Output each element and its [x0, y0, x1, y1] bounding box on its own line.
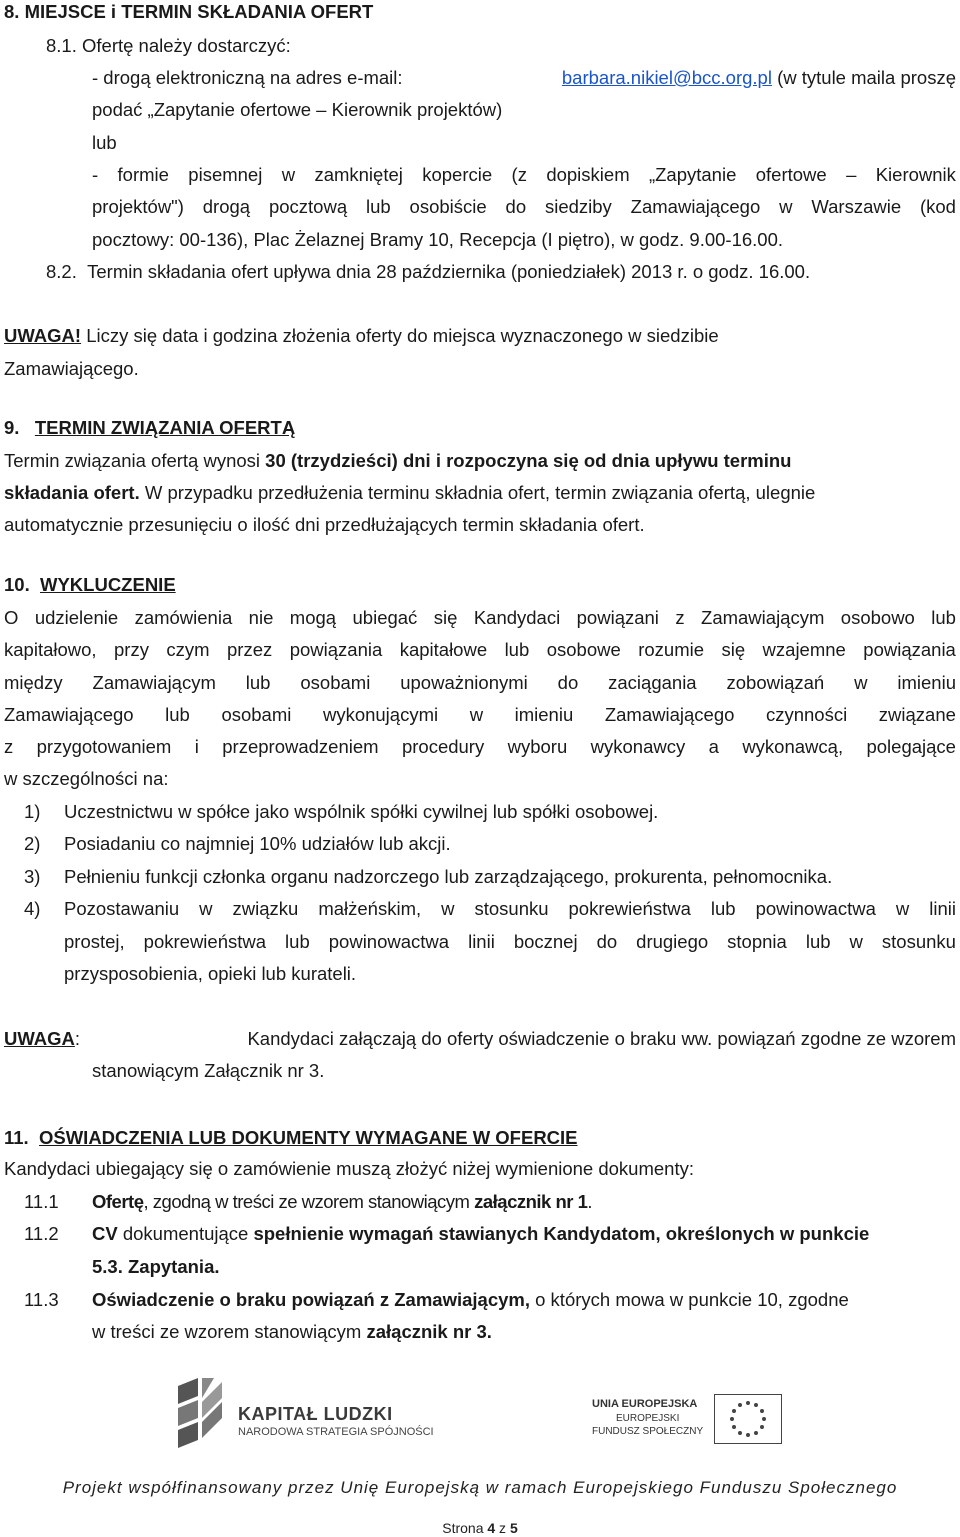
section-8-heading: 8. MIEJSCE i TERMIN SKŁADANIA OFERT [4, 1, 374, 22]
s11-2-text-l1: CV dokumentujące spełnienie wymagań stawianych Kandydatom, określonych w punkcie [92, 1223, 870, 1244]
s10-item-4: 4) [24, 898, 41, 919]
ue-title: UNIA EUROPEJSKA [592, 1398, 698, 1410]
s8-email-line2: podać „Zapytanie ofertowe – Kierownik projektów) [92, 99, 503, 120]
uwaga-2-line1: UWAGA: Kandydaci załączają do oferty oświadczenie o braku ww. powiązań zgodne ze wzorem [4, 1028, 956, 1049]
kapital-ludzki-logo [172, 1378, 432, 1448]
s8-2: 8.2. Termin składania ofert upływa dnia 28 października (poniedziałek) 2013 r. o godz. 16.00. [46, 261, 811, 282]
s11-3-text-l1: Oświadczenie o braku powiązań z Zamawiającym, o których mowa w punkcie 10, zgodne [92, 1289, 849, 1310]
eu-flag-icon [714, 1394, 782, 1444]
uwaga-1-line2: Zamawiającego. [4, 358, 139, 379]
s10-item-2: 2) [24, 833, 41, 854]
kapital-ludzki-title: KAPITAŁ LUDZKI [238, 1404, 393, 1424]
s11-2-num: 11.2 [24, 1223, 59, 1244]
page-number: Strona 4 z 5 [442, 1520, 518, 1536]
kapital-ludzki-emblem-icon [172, 1378, 234, 1448]
s10-item-2-text: Posiadaniu co najmniej 10% udziałów lub akcji. [64, 833, 451, 854]
s10-item-3-text: Pełnieniu funkcji członka organu nadzorczego lub zarządzającego, prokurenta, pełnomocnika. [64, 866, 833, 887]
uwaga-1-line1: UWAGA! Liczy się data i godzina złożenia oferty do miejsca wyznaczonego w siedzibie [4, 325, 719, 346]
s9-line1: Termin związania ofertą wynosi 30 (trzydzieści) dni i rozpoczyna się od dnia upływu terminu [4, 450, 792, 471]
s8-1-label: 8.1. Ofertę należy dostarczyć: [46, 35, 291, 56]
s8-paper-line2: projektów") drogą pocztową lub osobiście do siedziby Zamawiającego w Warszawie (kod [92, 196, 956, 217]
s11-1-text: Ofertę, zgodną w treści ze wzorem stanowiącym załącznik nr 1. [92, 1191, 593, 1212]
unia-europejska-logo [590, 1394, 800, 1450]
section-9-heading: 9. TERMIN ZWIĄZANIA OFERTĄ [4, 417, 296, 438]
s11-3-num: 11.3 [24, 1289, 59, 1310]
ue-line3: FUNDUSZ SPOŁECZNY [592, 1426, 704, 1437]
s10-p-line5: z przygotowaniem i przeprowadzeniem procedury wyboru wykonawcy a wykonawcą, polegające [4, 736, 956, 757]
s10-item-4-text-l1: Pozostawaniu w związku małżeńskim, w stosunku pokrewieństwa lub powinowactwa w linii [64, 898, 956, 919]
kapital-ludzki-subtitle: NARODOWA STRATEGIA SPÓJNOŚCI [238, 1426, 434, 1438]
s10-p-line4: Zamawiającego lub osobami wykonującymi w imieniu Zamawiającego czynności związane [4, 704, 956, 725]
uwaga-2-line2: stanowiącym Załącznik nr 3. [92, 1060, 325, 1081]
s10-p-line2: kapitałowo, przy czym przez powiązania kapitałowe lub osobowe rozumie się wzajemne powiązania [4, 639, 956, 660]
s9-line3: automatycznie przesunięciu o ilość dni przedłużających termin składania ofert. [4, 514, 645, 535]
s10-item-1-text: Uczestnictwu w spółce jako wspólnik spółki cywilnej lub spółki osobowej. [64, 801, 659, 822]
section-10-heading: 10. WYKLUCZENIE [4, 574, 176, 595]
s10-p-line1: O udzielenie zamówienia nie mogą ubiegać się Kandydaci powiązani z Zamawiającym osobowo lub [4, 607, 956, 628]
s9-line2: składania ofert. W przypadku przedłużenia terminu składnia ofert, termin związania ofertą, ulegnie [4, 482, 816, 503]
s10-p-line3: między Zamawiającym lub osobami upoważnionymi do zaciągania zobowiązań w imieniu [4, 672, 956, 693]
s8-or: lub [92, 132, 117, 153]
s10-p-line6: w szczególności na: [4, 768, 169, 789]
section-11-heading: 11. OŚWIADCZENIA LUB DOKUMENTY WYMAGANE W OFERCIE [4, 1127, 578, 1148]
s11-intro: Kandydaci ubiegający się o zamówienie muszą złożyć niżej wymienione dokumenty: [4, 1158, 694, 1179]
s8-paper-line1: - formie pisemnej w zamkniętej kopercie (z dopiskiem „Zapytanie ofertowe – Kierownik [92, 164, 956, 185]
s10-item-1: 1) [24, 801, 41, 822]
s10-item-3: 3) [24, 866, 41, 887]
s11-3-text-l2: w treści ze wzorem stanowiącym załącznik nr 3. [92, 1321, 492, 1342]
s8-paper-line3: pocztowy: 00-136), Plac Żelaznej Bramy 10, Recepcja (I piętro), w godz. 9.00-16.00. [92, 229, 784, 250]
s10-item-4-text-l3: przysposobienia, opieki lub kurateli. [64, 963, 357, 984]
s11-1-num: 11.1 [24, 1191, 59, 1212]
s10-item-4-text-l2: prostej, pokrewieństwa lub powinowactwa linii bocznej do drugiego stopnia lub w stosunku [64, 931, 956, 952]
cofinancing-note: Projekt współfinansowany przez Unię Europejską w ramach Europejskiego Funduszu Społecznego [62, 1478, 898, 1497]
ue-line2: EUROPEJSKI [616, 1413, 680, 1424]
s8-email-line: - drogą elektroniczną na adres e-mail: barbara.nikiel@bcc.org.pl (w tytule maila proszę [92, 67, 956, 88]
email-link[interactable]: barbara.nikiel@bcc.org.pl [561, 67, 772, 88]
s11-2-text-l2: 5.3. Zapytania. [92, 1256, 220, 1277]
